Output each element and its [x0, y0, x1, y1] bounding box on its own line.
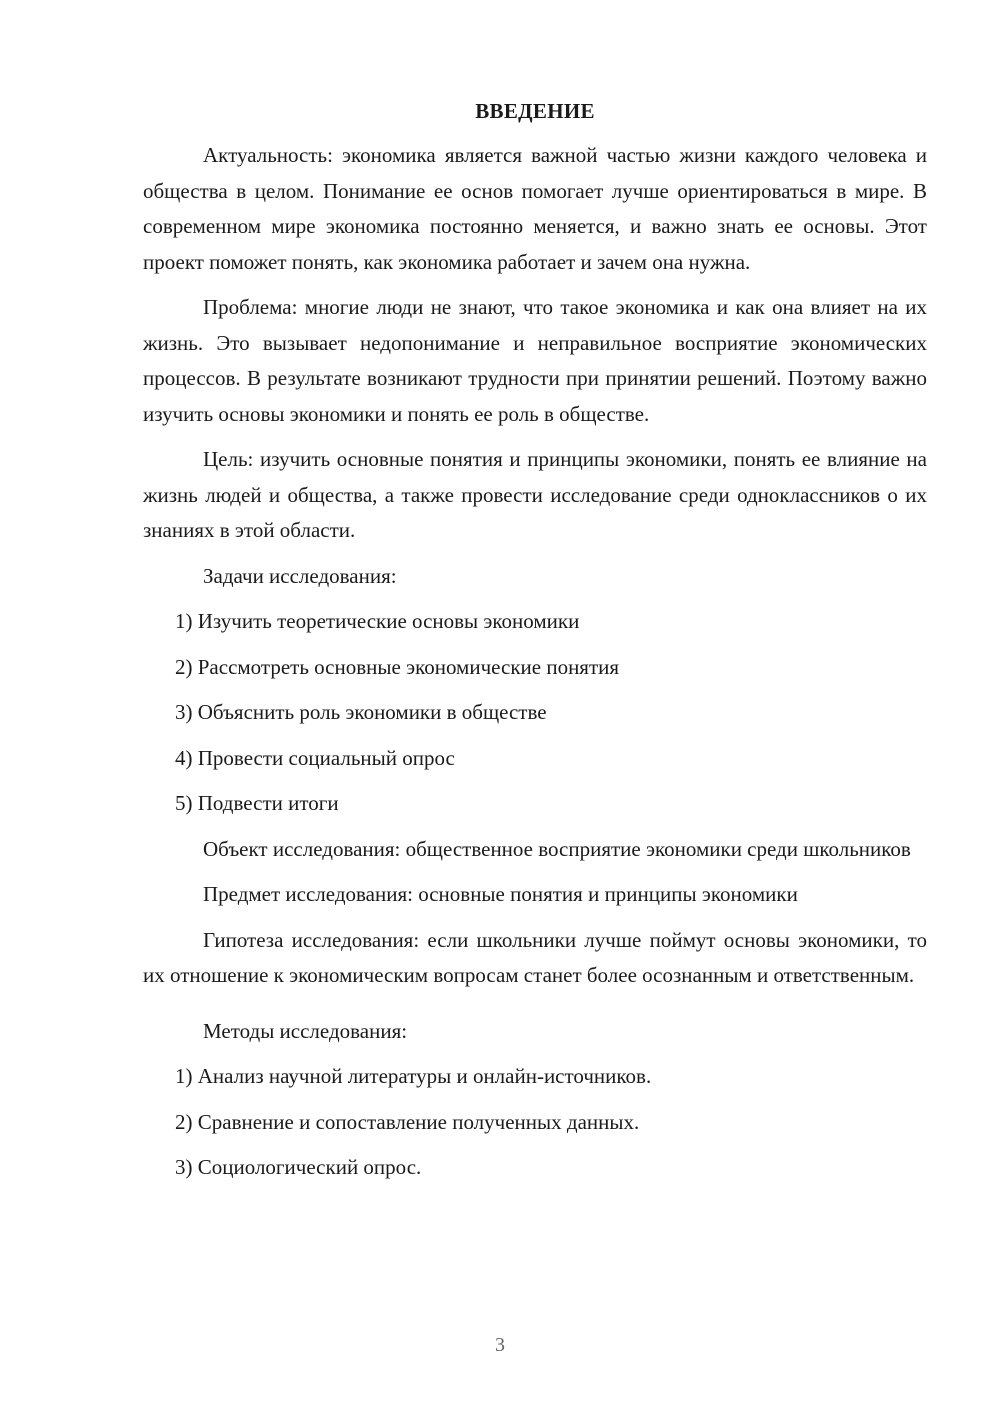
list-item: 5) Подвести итоги: [175, 791, 339, 815]
paragraph-hypothesis: Гипотеза исследования: если школьники лучше поймут основы экономики, то их отношение к экономическим вопросам станет более осознанным и ответственным.: [143, 927, 927, 987]
list-item: 1) Изучить теоретические основы экономики: [175, 609, 580, 633]
list-item: 3) Объяснить роль экономики в обществе: [175, 700, 547, 724]
paragraph-object: Объект исследования: общественное восприятие экономики среди школьников: [203, 836, 911, 861]
paragraph-goal: Цель: изучить основные понятия и принципы экономики, понять ее влияние на жизнь людей и общества, а также провести исследование среди одноклассников о их знаниях в этой области.: [143, 447, 927, 542]
page-number: 3: [495, 1334, 505, 1356]
tasks-heading: Задачи исследования:: [203, 563, 397, 588]
paragraph-relevance: Актуальность: экономика является важной частью жизни каждого человека и общества в целом. Понимание ее основ помогает лучше ориентироваться в мире. В современном мире экономика постоянно меняется, и важно знать ее основы. Этот проект поможет понять, как экономика работает и зачем она нужна.: [143, 143, 927, 274]
page-content: [143, 96, 927, 1196]
methods-heading: Методы исследования:: [203, 1018, 408, 1043]
page-title: ВВЕДЕНИЕ: [475, 99, 595, 123]
list-item: 1) Анализ научной литературы и онлайн-источников.: [175, 1064, 652, 1088]
list-item: 4) Провести социальный опрос: [175, 745, 455, 770]
paragraph-problem: Проблема: многие люди не знают, что такое экономика и как она влияет на их жизнь. Это вызывает недопонимание и неправильное восприятие экономических процессов. В результате возникают трудности при принятии решений. Поэтому важно изучить основы экономики и понять ее роль в обществе.: [143, 295, 927, 426]
tasks-list: [143, 604, 927, 822]
list-item: 2) Рассмотреть основные экономические понятия: [175, 654, 620, 679]
paragraph-subject: Предмет исследования: основные понятия и принципы экономики: [203, 882, 798, 906]
list-item: 2) Сравнение и сопоставление полученных данных.: [175, 1109, 640, 1134]
methods-list: [143, 1059, 927, 1186]
list-item: 3) Социологический опрос.: [175, 1155, 422, 1179]
